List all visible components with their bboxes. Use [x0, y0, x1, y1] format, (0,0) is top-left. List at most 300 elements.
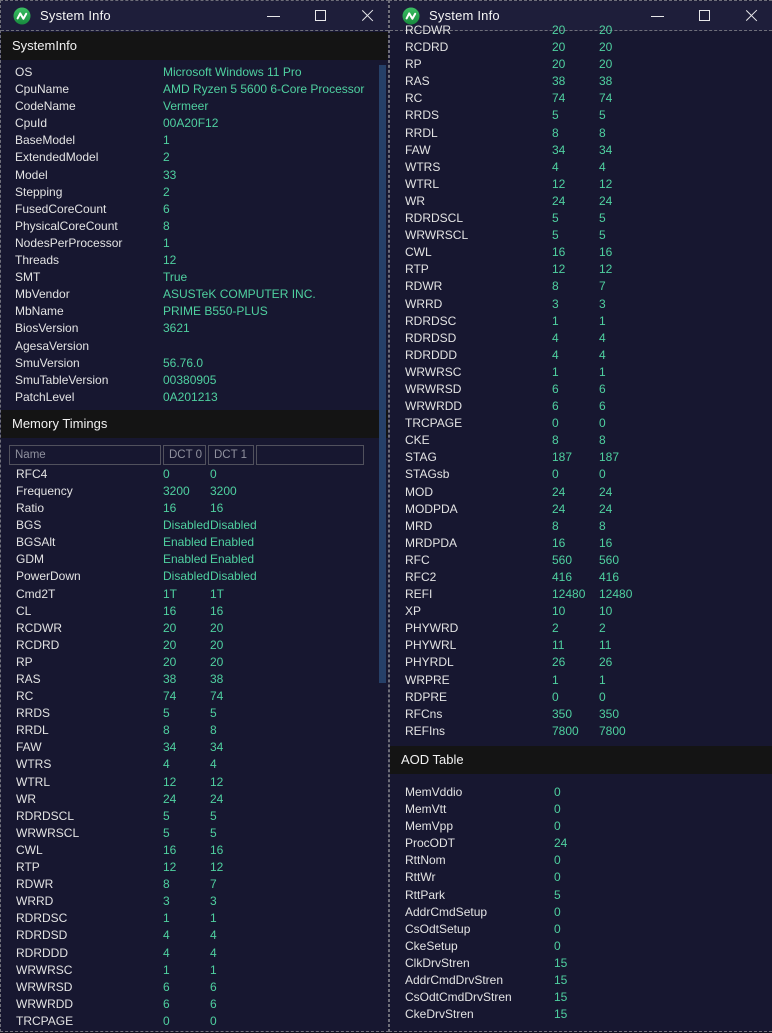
row-value: 6	[552, 399, 559, 414]
row-label: CL	[16, 603, 32, 618]
row-value: 3200	[210, 483, 237, 498]
row-value: 38	[599, 74, 613, 89]
timing-row	[1, 637, 388, 654]
row-value: 7800	[599, 723, 626, 738]
row-value: 0A201213	[163, 389, 218, 404]
row-label: XP	[405, 604, 422, 619]
row-value: Enabled	[163, 535, 208, 550]
row-value: 3200	[163, 483, 190, 498]
row-value: 0	[599, 689, 606, 704]
row-value: 16	[210, 603, 224, 618]
row-label: RC	[405, 91, 423, 106]
row-label: RCDRD	[16, 637, 60, 652]
row-label: FAW	[405, 142, 431, 157]
row-value: 5	[552, 228, 559, 243]
row-label: RFCns	[405, 706, 443, 721]
row-value: 1	[210, 911, 217, 926]
timing-row	[1, 483, 388, 500]
system-info-row	[1, 303, 388, 320]
row-value: 0	[599, 416, 606, 431]
row-value: 7	[210, 877, 217, 892]
timing-row	[390, 449, 772, 466]
row-value: 20	[163, 620, 177, 635]
zentimings-pulse-icon	[13, 7, 31, 25]
row-value: 74	[552, 91, 566, 106]
timing-row	[390, 125, 772, 142]
row-label: WTRS	[405, 159, 441, 174]
row-value: 4	[552, 159, 559, 174]
row-label: Stepping	[15, 184, 63, 199]
row-label: FusedCoreCount	[15, 201, 107, 216]
row-value: 16	[210, 842, 224, 857]
row-label: ExtendedModel	[15, 150, 99, 165]
row-value: 2	[163, 184, 170, 199]
timing-row	[390, 603, 772, 620]
row-label: MOD	[405, 484, 433, 499]
timing-row	[1, 774, 388, 791]
row-label: RttNom	[405, 853, 446, 868]
row-value: 16	[163, 842, 177, 857]
system-info-row	[1, 372, 388, 389]
timing-row	[390, 107, 772, 124]
timing-row	[390, 330, 772, 347]
timing-row	[1, 534, 388, 551]
window-controls	[266, 8, 378, 24]
row-value: 20	[552, 57, 566, 72]
row-value: 1	[552, 672, 559, 687]
row-label: TRCPAGE	[405, 416, 463, 431]
row-value: 0	[554, 904, 561, 919]
row-label: WRRD	[405, 296, 443, 311]
window-title: System Info	[429, 8, 500, 23]
row-label: WR	[405, 193, 425, 208]
row-value: 3	[163, 894, 170, 909]
row-value: 12	[552, 176, 566, 191]
row-label: CodeName	[15, 99, 76, 114]
row-value: 38	[552, 74, 566, 89]
timing-row	[1, 466, 388, 483]
row-value: 0	[552, 416, 559, 431]
row-value: 1	[599, 364, 606, 379]
timing-row	[1, 1013, 388, 1030]
row-value: 0	[554, 870, 561, 885]
row-value: 1	[599, 313, 606, 328]
vertical-scrollbar-thumb[interactable]	[379, 65, 386, 683]
aod-row	[390, 801, 772, 818]
timing-row	[390, 296, 772, 313]
timing-row	[390, 723, 772, 740]
row-value: 24	[599, 193, 613, 208]
timing-row	[390, 484, 772, 501]
row-value: 34	[163, 740, 177, 755]
row-value: 1	[163, 133, 170, 148]
row-label: BaseModel	[15, 133, 76, 148]
aod-row	[390, 869, 772, 886]
row-label: SmuVersion	[15, 355, 80, 370]
row-label: CsOdtCmdDrvStren	[405, 990, 512, 1005]
row-value: 26	[552, 655, 566, 670]
system-info-row	[1, 132, 388, 149]
row-value: 560	[552, 552, 573, 567]
row-value: 1	[210, 962, 217, 977]
row-value: 4	[599, 347, 606, 362]
row-label: RRDS	[405, 108, 440, 123]
row-label: Model	[15, 167, 48, 182]
row-value: 10	[552, 604, 566, 619]
timing-row	[1, 739, 388, 756]
aod-row	[390, 887, 772, 904]
timings-table-body	[1, 466, 388, 1030]
row-label: PHYWRD	[405, 621, 459, 636]
timing-row	[390, 347, 772, 364]
timing-row	[390, 90, 772, 107]
row-label: PatchLevel	[15, 389, 75, 404]
row-value: 5	[163, 706, 170, 721]
timing-row	[390, 142, 772, 159]
row-label: RCDWR	[16, 620, 62, 635]
row-value: 0	[163, 1013, 170, 1028]
timing-row	[390, 261, 772, 278]
minimize-button[interactable]	[266, 8, 282, 24]
timings-table-body	[390, 22, 772, 740]
system-info-row	[1, 149, 388, 166]
row-value: 24	[552, 484, 566, 499]
row-value: 4	[163, 945, 170, 960]
row-value: 4	[599, 159, 606, 174]
timing-row	[1, 859, 388, 876]
row-value: 00A20F12	[163, 116, 219, 131]
row-label: WRWRSCL	[405, 228, 469, 243]
row-label: RFC2	[405, 570, 437, 584]
system-info-window-right	[389, 0, 772, 1032]
row-value: 1	[163, 911, 170, 926]
row-value: 4	[163, 928, 170, 943]
row-label: WRWRSD	[16, 979, 73, 994]
row-value: 12480	[599, 587, 633, 602]
timing-row	[1, 551, 388, 568]
row-value: 0	[552, 689, 559, 704]
row-label: MemVddio	[405, 784, 463, 799]
row-label: Ratio	[16, 501, 45, 516]
timing-row	[390, 364, 772, 381]
row-value: 15	[554, 1007, 568, 1022]
row-value: 16	[599, 535, 613, 550]
timing-row	[390, 501, 772, 518]
aod-row	[390, 972, 772, 989]
row-value: 1	[552, 313, 559, 328]
row-label: MemVpp	[405, 819, 454, 834]
row-value: 12480	[552, 587, 586, 602]
row-value: 3	[599, 296, 606, 311]
timing-row	[390, 278, 772, 295]
row-value: 0	[554, 802, 561, 817]
timing-row	[1, 603, 388, 620]
row-value: 560	[599, 552, 620, 567]
row-label: WTRL	[16, 774, 50, 789]
row-value: 5	[599, 108, 606, 123]
row-value: Enabled	[210, 552, 255, 567]
row-label: AddrCmdDrvStren	[405, 972, 504, 987]
system-info-row	[1, 167, 388, 184]
timing-row	[390, 159, 772, 176]
aod-row	[390, 955, 772, 972]
row-value: 56.76.0	[163, 355, 204, 370]
maximize-button[interactable]	[313, 8, 329, 24]
timing-row	[1, 500, 388, 517]
row-value: 24	[554, 836, 568, 851]
row-value: 16	[210, 501, 224, 516]
row-value: 3621	[163, 321, 190, 336]
column-header: Name	[9, 445, 161, 465]
row-label: RDRDSCL	[16, 808, 75, 823]
row-value: 20	[163, 654, 177, 669]
row-label: NodesPerProcessor	[15, 235, 123, 250]
row-value: 7800	[552, 723, 579, 738]
row-value: 0	[210, 466, 217, 481]
row-label: AddrCmdSetup	[405, 904, 488, 919]
row-value: 4	[210, 945, 217, 960]
row-value: PRIME B550-PLUS	[163, 304, 268, 319]
row-label: CpuId	[15, 116, 48, 131]
row-value: 8	[210, 723, 217, 738]
system-info-row	[1, 218, 388, 235]
row-label: BGSAlt	[16, 535, 56, 550]
timing-row	[1, 842, 388, 859]
row-value: 12	[210, 860, 224, 875]
row-value: 16	[599, 245, 613, 260]
row-value: 1T	[210, 586, 225, 601]
row-value: 20	[552, 23, 566, 37]
timing-row	[390, 586, 772, 603]
row-value: 16	[163, 603, 177, 618]
timing-row	[390, 654, 772, 671]
row-label: TRCPAGE	[16, 1013, 74, 1028]
row-value: 38	[210, 672, 224, 686]
row-value: 187	[552, 450, 573, 465]
timing-row	[390, 193, 772, 210]
row-value: 3	[552, 296, 559, 311]
row-label: RP	[405, 57, 422, 72]
row-label: Frequency	[16, 483, 73, 498]
row-value: 0	[554, 819, 561, 834]
row-label: Threads	[15, 253, 60, 268]
column-header: DCT 1	[208, 445, 254, 465]
row-value: 12	[210, 774, 224, 789]
row-label: RDRDSD	[405, 330, 457, 345]
window-title: System Info	[40, 8, 111, 23]
row-value: 6	[552, 381, 559, 396]
row-value: 15	[554, 990, 568, 1005]
timing-row	[1, 945, 388, 962]
timing-row	[390, 210, 772, 227]
row-value: 11	[599, 638, 612, 653]
row-value: 16	[552, 535, 566, 550]
row-label: RDRDSC	[405, 313, 457, 328]
row-value: 8	[163, 218, 170, 233]
row-label: RAS	[16, 672, 41, 686]
row-label: CpuName	[15, 82, 70, 97]
row-label: RRDL	[405, 125, 438, 140]
timing-row	[390, 73, 772, 90]
window-client-area	[390, 22, 772, 1021]
row-value: 5	[210, 825, 217, 840]
row-label: ClkDrvStren	[405, 955, 470, 970]
aod-row	[390, 852, 772, 869]
row-value: 12	[163, 774, 177, 789]
timing-row	[1, 517, 388, 534]
row-value: 5	[599, 211, 606, 226]
row-value: 74	[163, 689, 177, 704]
row-label: RDWR	[16, 877, 54, 892]
timings-table-header	[9, 445, 364, 465]
row-label: RTP	[16, 860, 40, 875]
row-value: 8	[163, 877, 170, 892]
system-info-row	[1, 81, 388, 98]
row-value: 5	[163, 808, 170, 823]
timing-row	[390, 518, 772, 535]
system-info-row	[1, 201, 388, 218]
row-value: 5	[554, 887, 561, 902]
timing-row	[1, 979, 388, 996]
system-info-row	[1, 286, 388, 303]
row-label: REFIns	[405, 723, 446, 738]
row-value: 24	[599, 501, 613, 516]
row-value: 416	[552, 570, 573, 584]
row-value: 2	[552, 621, 559, 636]
row-value: AMD Ryzen 5 5600 6-Core Processor	[163, 82, 365, 97]
row-label: RDRDSC	[16, 911, 68, 926]
row-value: 34	[210, 740, 224, 755]
aod-row	[390, 1006, 772, 1023]
row-value: 74	[210, 689, 224, 704]
row-label: BiosVersion	[15, 321, 79, 336]
row-value: 00380905	[163, 372, 217, 387]
row-label: PHYWRL	[405, 638, 457, 653]
row-label: CsOdtSetup	[405, 921, 471, 936]
row-value: 6	[599, 399, 606, 414]
row-label: PhysicalCoreCount	[15, 218, 118, 233]
row-value: 4	[210, 757, 217, 772]
row-value: 20	[210, 654, 224, 669]
system-info-row	[1, 115, 388, 132]
row-value: 15	[554, 955, 568, 970]
row-label: GDM	[16, 552, 44, 567]
row-label: WRPRE	[405, 672, 450, 687]
timing-row	[390, 689, 772, 706]
row-value: 1	[163, 235, 170, 250]
row-value: 0	[554, 921, 561, 936]
row-label: RDRDDD	[405, 347, 457, 362]
timing-row	[390, 535, 772, 552]
aod-row	[390, 904, 772, 921]
row-value: 0	[554, 938, 561, 953]
row-value: 4	[599, 330, 606, 345]
row-label: MemVtt	[405, 802, 447, 817]
row-value: 5	[163, 825, 170, 840]
system-info-row	[1, 389, 388, 406]
row-value: 187	[599, 450, 620, 465]
row-value: 4	[163, 757, 170, 772]
aod-table-list	[390, 784, 772, 1023]
close-button[interactable]	[360, 8, 376, 24]
row-value: 5	[552, 108, 559, 123]
row-label: RP	[16, 654, 33, 669]
row-value: 7	[599, 279, 606, 294]
row-value: True	[163, 270, 188, 285]
timing-row	[1, 620, 388, 637]
row-value: 3	[210, 894, 217, 909]
timing-row	[1, 688, 388, 705]
row-label: RTP	[405, 262, 429, 277]
row-label: AgesaVersion	[15, 338, 90, 353]
system-info-row	[1, 320, 388, 337]
row-value	[163, 338, 388, 355]
row-value: 2	[599, 621, 606, 636]
row-value: 8	[599, 433, 606, 448]
column-header	[256, 445, 364, 465]
row-label: RFC4	[16, 466, 48, 481]
row-label: STAG	[405, 450, 437, 465]
row-value: 0	[552, 467, 559, 482]
titlebar[interactable]	[1, 1, 388, 31]
row-value: 6	[163, 201, 170, 216]
row-label: MbName	[15, 304, 64, 319]
aod-row	[390, 835, 772, 852]
window-client-area	[1, 32, 388, 1031]
row-value: 74	[599, 91, 613, 106]
row-value: 0	[163, 466, 170, 481]
row-value: 15	[554, 972, 568, 987]
row-label: WRWRSCL	[16, 825, 80, 840]
row-label: CkeSetup	[405, 938, 458, 953]
row-value: 24	[552, 193, 566, 208]
row-value: 4	[552, 347, 559, 362]
row-label: RDPRE	[405, 689, 448, 704]
row-value: 0	[554, 853, 561, 868]
row-label: ProcODT	[405, 836, 456, 851]
column-header: DCT 0	[163, 445, 206, 465]
row-value: 5	[552, 211, 559, 226]
row-value: 6	[210, 996, 217, 1011]
row-label: RDRDSCL	[405, 211, 464, 226]
row-value: Disabled	[210, 569, 257, 584]
row-label: CkeDrvStren	[405, 1007, 474, 1022]
row-value: 20	[599, 23, 613, 37]
row-value: 1	[599, 672, 606, 687]
aod-row	[390, 921, 772, 938]
row-value: 0	[554, 784, 561, 799]
row-label: WTRL	[405, 176, 439, 191]
row-value: 350	[599, 706, 620, 721]
row-label: REFI	[405, 587, 433, 602]
row-label: WTRS	[16, 757, 52, 772]
minimize-icon	[267, 16, 280, 17]
row-value: 12	[163, 860, 177, 875]
row-label: CWL	[405, 245, 432, 260]
row-label: MRDPDA	[405, 535, 458, 550]
row-value: 2	[163, 150, 170, 165]
row-label: WRWRSC	[16, 962, 73, 977]
system-info-row	[1, 252, 388, 269]
row-value: 8	[552, 125, 559, 140]
timing-row	[1, 568, 388, 585]
aod-row	[390, 784, 772, 801]
timing-row	[1, 808, 388, 825]
row-label: RDRDSD	[16, 928, 68, 943]
timing-row	[1, 996, 388, 1013]
system-info-row	[1, 235, 388, 252]
row-value: 6	[599, 381, 606, 396]
